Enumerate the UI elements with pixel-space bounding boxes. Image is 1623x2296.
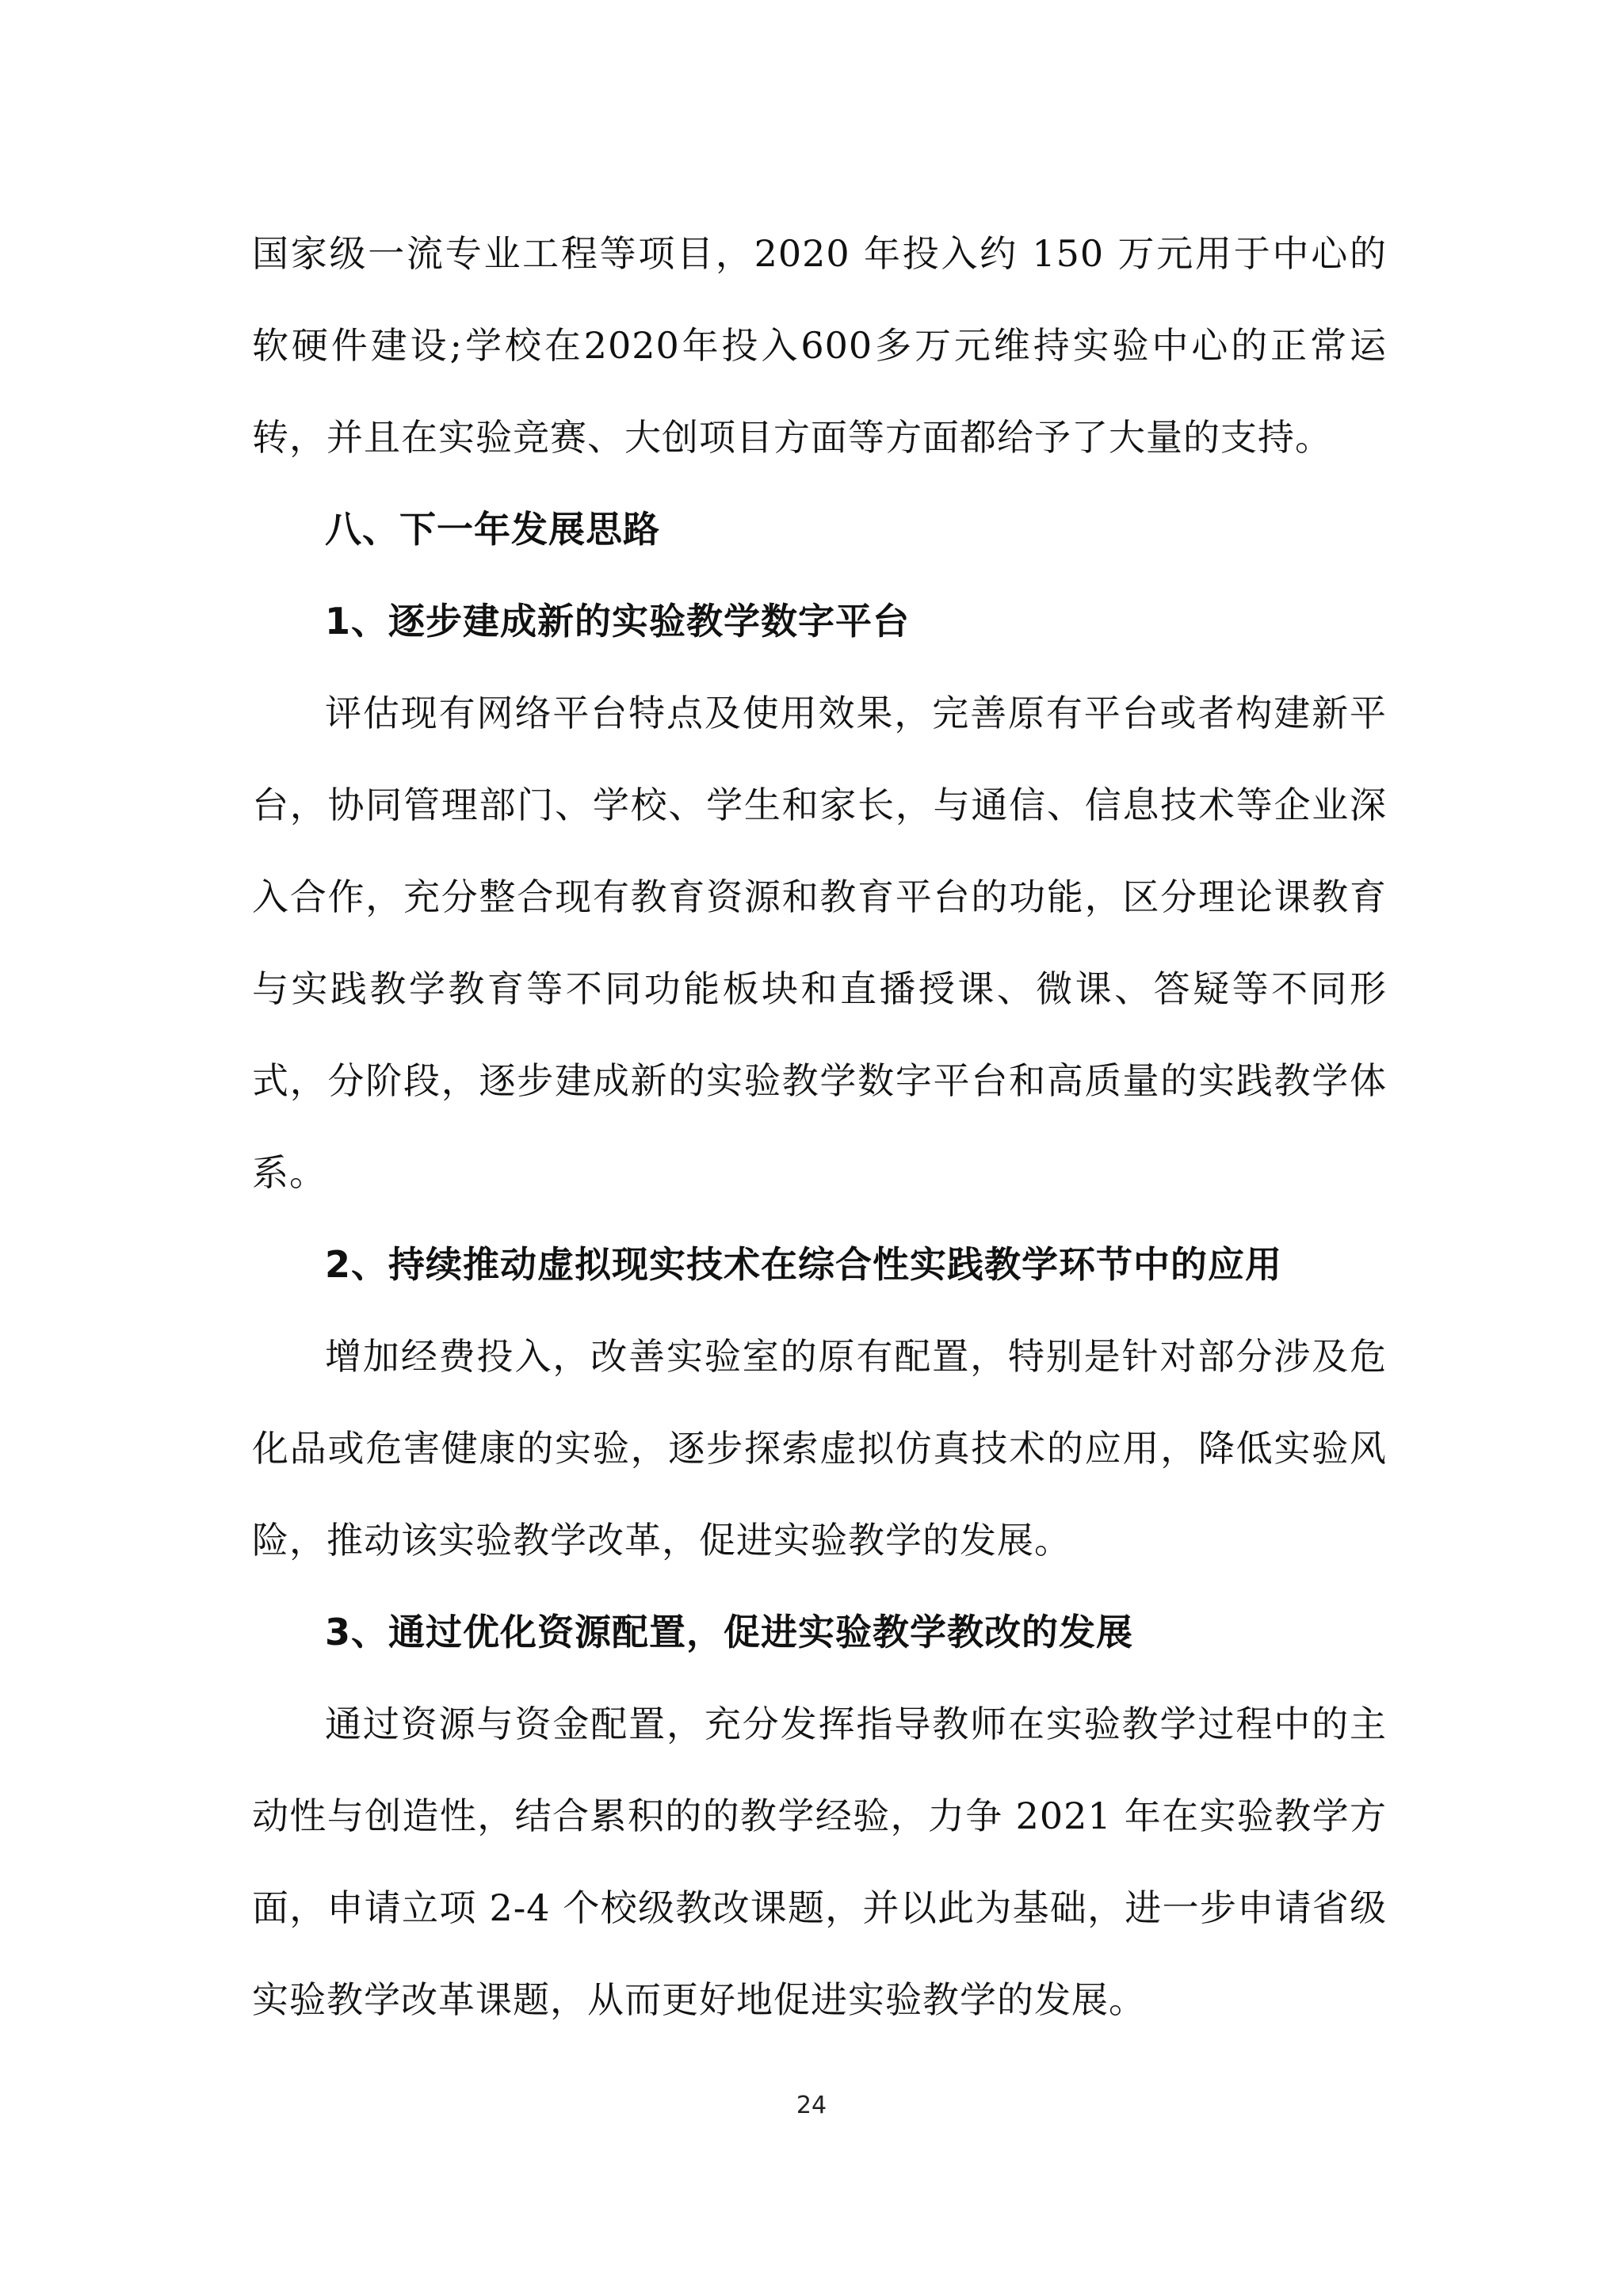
subheading-resource-optimization: 3、通过优化资源配置，促进实验教学教改的发展: [325, 1611, 1134, 1653]
paragraph-digital-platform: 评估现有网络平台特点及使用效果，完善原有平台或者构建新平台，协同管理部门、学校、学生和家长，与通信、信息技术等企业深入合作，充分整合现有教育资源和教育平台的功能，区分理论课教育与实践教学教育等不同功能板块和直播授课、微课、答疑等不同形式，分阶段，逐步建成新的实验教学数字平台和高质量的实践教学体系。: [252, 692, 1387, 1194]
section-heading-next-year-plan: 八、下一年发展思路: [325, 508, 660, 551]
paragraph-funding: 国家级一流专业工程等项目，2020 年投入约 150 万元用于中心的软硬件建设;学校在2020年投入600多万元维持实验中心的正常运转，并且在实验竞赛、大创项目方面等方面都给予了大量的支持。: [252, 232, 1387, 459]
document-body: [252, 208, 1387, 2046]
subheading-virtual-reality: 2、持续推动虚拟现实技术在综合性实践教学环节中的应用: [325, 1243, 1283, 1286]
paragraph-resource-optimization: 通过资源与资金配置，充分发挥指导教师在实验教学过程中的主动性与创造性，结合累积的的教学经验，力争 2021 年在实验教学方面，申请立项 2-4 个校级教改课题，并以此为基础，进一步申请省级实验教学改革课题，从而更好地促进实验教学的发展。: [252, 1703, 1387, 2021]
page-number: 24: [796, 2092, 827, 2119]
paragraph-virtual-reality: 增加经费投入，改善实验室的原有配置，特别是针对部分涉及危化品或危害健康的实验，逐步探索虚拟仿真技术的应用，降低实验风险，推动该实验教学改革，促进实验教学的发展。: [252, 1335, 1387, 1562]
subheading-digital-platform: 1、逐步建成新的实验教学数字平台: [325, 600, 911, 643]
